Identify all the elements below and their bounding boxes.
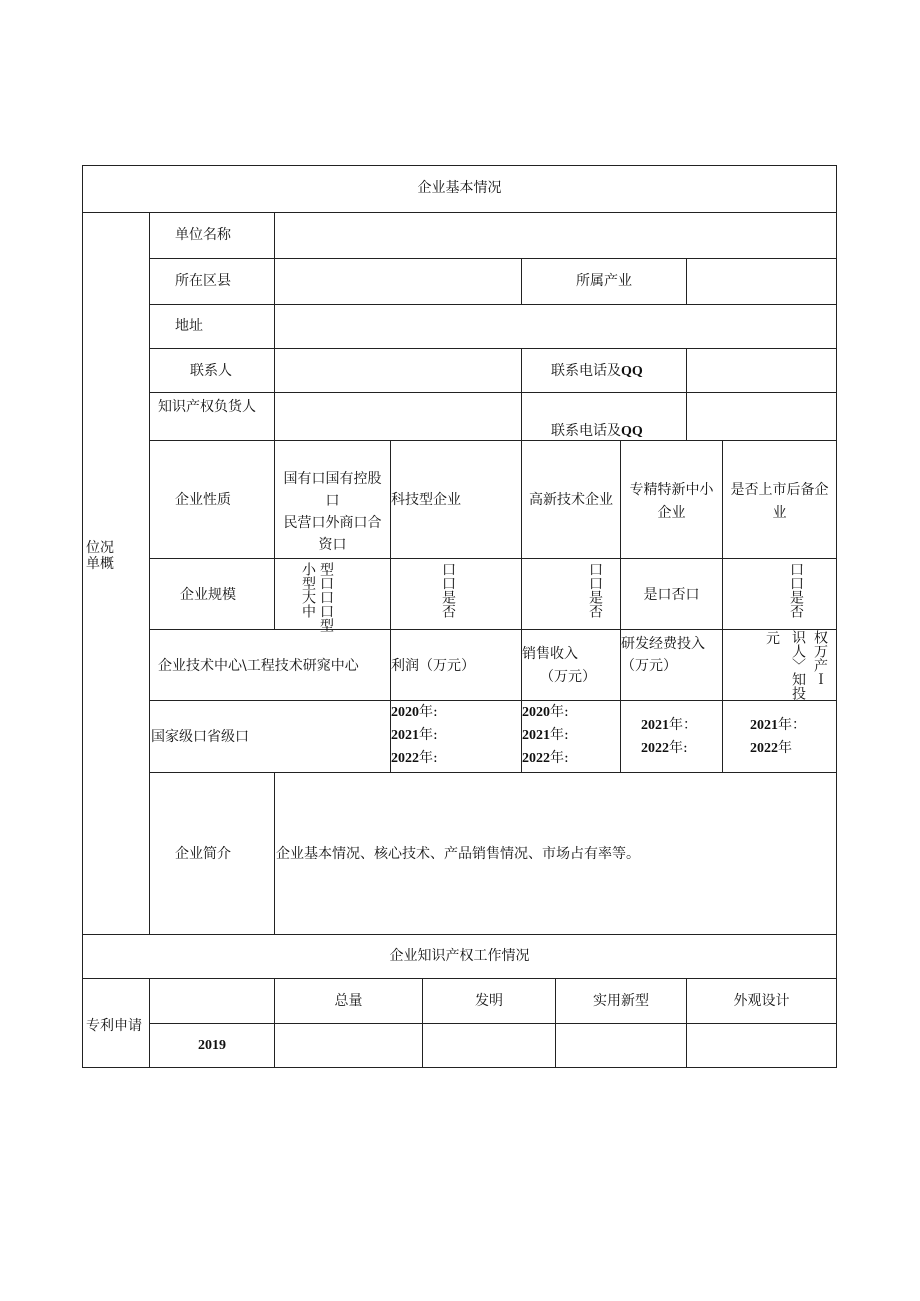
profit-year-2021[interactable]: 2021年: — [391, 727, 438, 743]
rd-year-2021[interactable]: 2021年： — [641, 717, 697, 733]
left-unit-label: 位况单概 — [86, 540, 114, 572]
tech-enterprise-checks[interactable]: 口口是否 — [440, 562, 456, 618]
rd-year-2022[interactable]: 2022年: — [641, 740, 688, 756]
contact-phone-field[interactable] — [687, 349, 836, 392]
ownership-options-line2: 口 — [325, 493, 340, 509]
ip-manager-phone-label: 联系电话及QQ — [551, 423, 643, 439]
center-level-options[interactable]: 国家级口省级口 — [151, 729, 249, 745]
patent-design-cell[interactable] — [687, 1024, 836, 1067]
specialized-label-line1: 专精特新中小 — [629, 482, 714, 498]
industry-label: 所属产业 — [576, 273, 632, 289]
specialized-yes-no[interactable]: 是口否口 — [643, 587, 700, 603]
unit-name-field[interactable] — [275, 213, 836, 258]
patent-year-2019: 2019 — [198, 1038, 226, 1053]
ownership-options-line3: 民营口外商口合 — [283, 515, 382, 531]
ip-year-2021[interactable]: 2021年： — [750, 717, 806, 733]
profit-year-2022[interactable]: 2022年: — [391, 750, 438, 766]
address-field[interactable] — [275, 305, 836, 348]
scale-size-text-b: 型口口口型 — [318, 562, 334, 632]
intro-text[interactable]: 企业基本情况、核心技术、产品销售情况、市场占有率等。 — [276, 846, 640, 862]
contact-phone-label: 联系电话及QQ — [551, 363, 643, 379]
ip-invest-header-c: 权万产Ｉ — [812, 630, 828, 686]
ip-manager-label: 知识产权负货人 — [158, 399, 256, 415]
sales-year-2021[interactable]: 2021年: — [522, 727, 569, 743]
hightech-label: 高新技术企业 — [529, 492, 613, 508]
ip-manager-field[interactable] — [275, 393, 521, 440]
ownership-options-line1: 国有口国有控股 — [283, 471, 382, 487]
patent-utility-cell[interactable] — [556, 1024, 686, 1067]
ownership-options-line4: 资口 — [318, 537, 347, 553]
nature-label: 企业性质 — [175, 492, 231, 508]
rd-header-line2: （万元） — [621, 658, 677, 674]
intro-label: 企业简介 — [175, 846, 231, 862]
patent-header-utility: 实用新型 — [593, 993, 649, 1009]
patent-header-total: 总量 — [334, 993, 363, 1009]
sales-header-line1: 销售收入 — [522, 646, 578, 662]
listed-label-line2: 业 — [772, 505, 787, 521]
patent-application-label: 专利申请 — [86, 1018, 142, 1034]
patent-total-cell[interactable] — [275, 1024, 422, 1067]
address-label: 地址 — [175, 318, 203, 334]
scale-label: 企业规模 — [180, 587, 236, 603]
profit-year-2020[interactable]: 2020年: — [391, 704, 438, 720]
listed-checks[interactable]: 口口是否 — [788, 562, 804, 618]
listed-label-line1: 是否上市后备企 — [730, 482, 829, 498]
industry-field[interactable] — [687, 259, 836, 304]
ip-manager-phone-field[interactable] — [687, 393, 836, 440]
sales-header-line2: （万元） — [540, 669, 596, 685]
sales-year-2020[interactable]: 2020年: — [522, 704, 569, 720]
patent-header-invention: 发明 — [475, 993, 503, 1009]
district-field[interactable] — [275, 259, 521, 304]
contact-field[interactable] — [275, 349, 521, 392]
ip-invest-header-a: 元 — [766, 631, 780, 647]
profit-header: 利润（万元） — [391, 658, 475, 674]
section-title-ip: 企业知识产权工作情况 — [389, 948, 530, 964]
sales-year-2022[interactable]: 2022年: — [522, 750, 569, 766]
patent-invention-cell[interactable] — [423, 1024, 555, 1067]
ip-invest-header-b: 识人〉知投 — [790, 630, 806, 700]
tech-enterprise-label: 科技型企业 — [391, 492, 461, 508]
rd-header-line1: 研发经费投入 — [621, 636, 705, 652]
section-title-basic: 企业基本情况 — [417, 180, 502, 196]
contact-label: 联系人 — [190, 363, 232, 379]
scale-size-text-a: 小型大中 — [300, 562, 316, 618]
patent-header-design: 外观设计 — [733, 993, 790, 1009]
ip-year-2022[interactable]: 2022年 — [750, 740, 792, 756]
hightech-checks[interactable]: 口口是否 — [587, 562, 603, 618]
tech-center-label: 企业技术中心\工程技术研窕中心 — [158, 658, 359, 674]
district-label: 所在区县 — [175, 273, 231, 289]
unit-name-label: 单位名称 — [175, 227, 231, 243]
specialized-label-line2: 企业 — [657, 505, 686, 521]
